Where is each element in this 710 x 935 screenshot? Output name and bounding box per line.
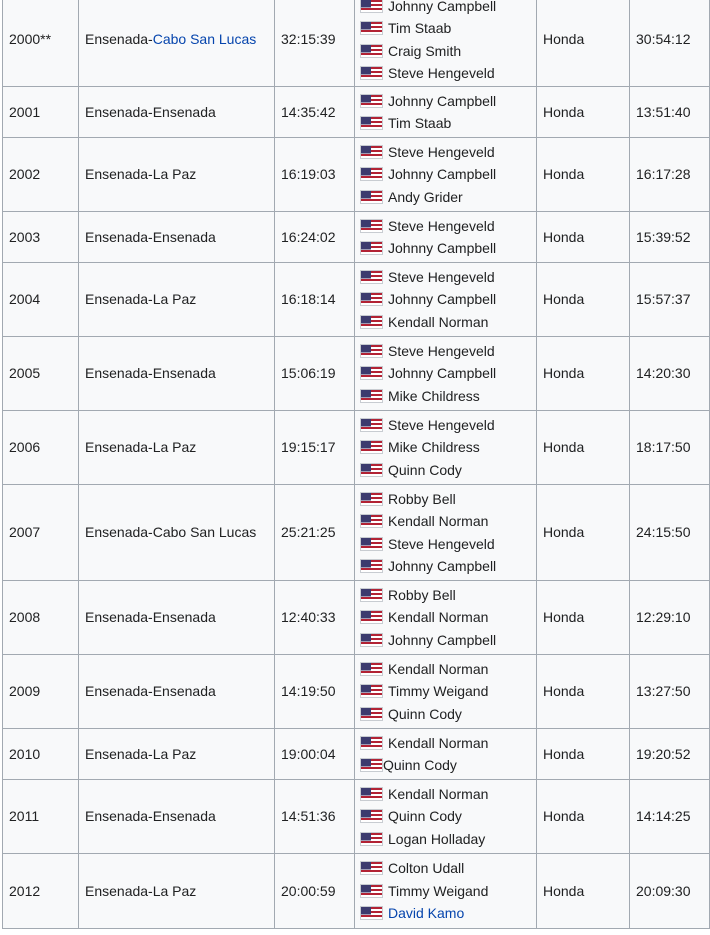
rider-name: Steve Hengeveld [388,268,495,285]
riders-cell [355,87,537,138]
time-cell: 14:35:42 [275,87,355,138]
rider-name: Kendall Norman [388,734,489,751]
year-cell: 2006 [3,411,79,485]
rider-entry [360,629,530,652]
manufacturer-cell: Honda [537,0,630,87]
manufacturer-cell: Honda [537,581,630,655]
us-flag-icon [360,418,383,432]
rider-name: Robby Bell [388,490,456,507]
total-time-cell: 15:57:37 [630,263,710,337]
total-time-cell: 14:20:30 [630,337,710,411]
rider-name: Tim Staab [388,115,452,131]
rider-entry [360,385,530,408]
total-time-cell: 19:20:52 [630,729,710,780]
rider-entry [360,754,530,777]
route-cell: Ensenada-Ensenada [79,87,275,138]
rider-name: Johnny Campbell [388,166,497,183]
route-cell: Ensenada-Ensenada [79,655,275,729]
us-flag-icon [360,219,383,233]
us-flag-icon [360,66,383,80]
route-start: Ensenada- [85,31,153,48]
table-row [3,854,710,929]
manufacturer-cell: Honda [537,138,630,212]
time-cell: 32:15:39 [275,0,355,87]
us-flag-icon [360,167,383,181]
time-cell: 14:19:50 [275,655,355,729]
total-time-cell: 24:15:50 [630,485,710,581]
rider-entry [360,857,530,880]
time-cell: 16:19:03 [275,138,355,212]
us-flag-icon [360,662,383,676]
rider-name: Andy Grider [388,188,463,205]
us-flag-icon [360,270,383,284]
rider-entry [360,880,530,903]
us-flag-icon [360,684,383,698]
manufacturer-cell: Honda [537,854,630,929]
us-flag-icon [360,884,383,898]
riders-cell [355,854,537,929]
time-cell: 19:15:17 [275,411,355,485]
rider-name: Kendall Norman [388,313,489,330]
total-time-cell: 20:09:30 [630,854,710,929]
rider-name: Steve Hengeveld [388,217,495,234]
year-cell: 2005 [3,337,79,411]
manufacturer-cell: Honda [537,485,630,581]
rider-entry [360,658,530,681]
route-cell: Ensenada-La Paz [79,263,275,337]
time-cell: 12:40:33 [275,581,355,655]
riders-cell [355,411,537,485]
time-cell: 19:00:04 [275,729,355,780]
rider-name: Johnny Campbell [388,291,497,308]
rider-entry [360,40,530,63]
time-cell: 16:24:02 [275,212,355,263]
manufacturer-cell: Honda [537,729,630,780]
us-flag-icon [360,190,383,204]
rider-name: Quinn Cody [383,757,457,773]
rider-entry [360,62,530,85]
riders-cell [355,581,537,655]
year-cell: 2001 [3,87,79,138]
route-cell: Ensenada-La Paz [79,729,275,780]
rider-entry [360,488,530,511]
rider-entry [360,584,530,607]
rider-entry [360,459,530,482]
rider-entry [360,510,530,533]
rider-entry [360,606,530,629]
rider-name: Steve Hengeveld [388,342,495,359]
rider-entry [360,266,530,289]
route-cell: Ensenada-Ensenada [79,337,275,411]
year-cell: 2008 [3,581,79,655]
us-flag-icon [360,832,383,846]
table-row [3,655,710,729]
manufacturer-cell: Honda [537,655,630,729]
rider-name: Johnny Campbell [388,0,497,14]
rider-entry [360,90,530,113]
rider-entry [360,783,530,806]
rider-name: Robby Bell [388,586,456,603]
total-time-cell: 18:17:50 [630,411,710,485]
route-cell: Ensenada-La Paz [79,138,275,212]
route-cell: Ensenada-Ensenada [79,581,275,655]
us-flag-icon [360,94,383,108]
year-cell: 2000** [3,0,79,87]
route-destination-link[interactable]: Cabo San Lucas [152,31,257,48]
table-row [3,411,710,485]
us-flag-icon [360,21,383,35]
rider-name: Quinn Cody [388,705,462,722]
riders-cell [355,0,537,87]
total-time-cell: 13:27:50 [630,655,710,729]
rider-entry [360,288,530,311]
year-cell: 2012 [3,854,79,929]
total-time-cell: 14:14:25 [630,780,710,854]
rider-entry [360,215,530,238]
riders-cell [355,337,537,411]
us-flag-icon [360,44,383,58]
time-cell: 15:06:19 [275,337,355,411]
year-cell: 2004 [3,263,79,337]
rider-name: Craig Smith [388,42,462,59]
riders-cell [355,655,537,729]
route-cell: Ensenada-Cabo San Lucas [79,485,275,581]
us-flag-icon [360,787,383,801]
us-flag-icon [360,610,383,624]
manufacturer-cell: Honda [537,780,630,854]
year-cell: 2011 [3,780,79,854]
us-flag-icon [360,344,383,358]
riders-cell [355,263,537,337]
table-row [3,263,710,337]
rider-name: Mike Childress [388,439,480,456]
us-flag-icon [360,366,383,380]
rider-entry [360,237,530,260]
us-flag-icon [360,906,383,920]
table-row [3,138,710,212]
total-time-cell: 16:17:28 [630,138,710,212]
us-flag-icon [360,292,383,306]
manufacturer-cell: Honda [537,212,630,263]
route-cell: Ensenada-Ensenada [79,780,275,854]
us-flag-icon [360,440,383,454]
year-cell: 2003 [3,212,79,263]
us-flag-icon [360,809,383,823]
rider-name: Tim Staab [388,20,452,36]
us-flag-icon [360,861,383,875]
riders-cell [355,212,537,263]
rider-entry [360,112,530,135]
rider-entry [360,703,530,726]
manufacturer-cell: Honda [537,411,630,485]
table-row [3,780,710,854]
year-cell: 2009 [3,655,79,729]
time-cell: 14:51:36 [275,780,355,854]
rider-name-link[interactable]: David Kamo [388,905,465,922]
rider-name: Johnny Campbell [388,558,497,574]
us-flag-icon [360,492,383,506]
table-row [3,581,710,655]
year-cell: 2010 [3,729,79,780]
manufacturer-cell: Honda [537,87,630,138]
results-table [2,0,710,929]
total-time-cell: 15:39:52 [630,212,710,263]
year-cell: 2002 [3,138,79,212]
manufacturer-cell: Honda [537,263,630,337]
rider-name: Colton Udall [388,860,465,877]
rider-entry [360,311,530,334]
rider-name: Johnny Campbell [388,92,497,109]
route-cell: Ensenada-La Paz [79,854,275,929]
rider-name: Johnny Campbell [388,240,497,256]
table-row [3,212,710,263]
riders-cell [355,729,537,780]
riders-cell [355,780,537,854]
rider-name: Steve Hengeveld [388,143,495,160]
rider-name: Quinn Cody [388,808,462,825]
us-flag-icon [360,0,383,13]
us-flag-icon [360,736,383,750]
rider-name: Mike Childress [388,387,480,404]
us-flag-icon [360,588,383,602]
rider-entry [360,533,530,556]
rider-entry [360,186,530,209]
time-cell: 20:00:59 [275,854,355,929]
us-flag-icon [360,145,383,159]
total-time-cell: 30:54:12 [630,0,710,87]
rider-name: Johnny Campbell [388,365,497,382]
us-flag-icon [360,389,383,403]
rider-entry [360,163,530,186]
rider-entry [360,340,530,363]
riders-cell [355,485,537,581]
results-table-body [3,0,710,929]
table-row [3,337,710,411]
rider-entry [360,828,530,851]
rider-name: Johnny Campbell [388,631,497,648]
riders-cell [355,138,537,212]
time-cell: 16:18:14 [275,263,355,337]
rider-entry [360,414,530,437]
rider-entry [360,0,530,17]
rider-entry [360,902,530,925]
rider-entry [360,436,530,459]
rider-name: Steve Hengeveld [388,535,495,552]
rider-name: Logan Holladay [388,830,486,847]
rider-entry [360,680,530,703]
rider-name: Kendall Norman [388,785,489,802]
rider-entry [360,805,530,828]
rider-entry [360,141,530,164]
rider-name: Kendall Norman [388,609,489,626]
rider-name: Quinn Cody [388,461,462,478]
year-cell: 2007 [3,485,79,581]
rider-entry [360,555,530,578]
us-flag-icon [360,707,383,721]
rider-entry [360,732,530,755]
time-cell: 25:21:25 [275,485,355,581]
table-row [3,0,710,87]
total-time-cell: 13:51:40 [630,87,710,138]
us-flag-icon [360,559,383,573]
route-cell: Ensenada-Ensenada [79,212,275,263]
us-flag-icon [360,758,383,772]
us-flag-icon [360,315,383,329]
us-flag-icon [360,514,383,528]
table-row [3,729,710,780]
rider-name: Steve Hengeveld [388,416,495,433]
manufacturer-cell: Honda [537,337,630,411]
rider-name: Steve Hengeveld [388,65,495,81]
rider-name: Kendall Norman [388,513,489,529]
rider-entry [360,17,530,40]
us-flag-icon [360,463,383,477]
us-flag-icon [360,633,383,647]
us-flag-icon [360,116,383,130]
us-flag-icon [360,537,383,551]
rider-name: Timmy Weigand [388,882,489,899]
table-row [3,87,710,138]
rider-name: Timmy Weigand [388,683,489,700]
table-row [3,485,710,581]
total-time-cell: 12:29:10 [630,581,710,655]
route-cell: Ensenada-La Paz [79,411,275,485]
rider-name: Kendall Norman [388,660,489,677]
rider-entry [360,362,530,385]
route-cell [79,0,275,87]
us-flag-icon [360,241,383,255]
